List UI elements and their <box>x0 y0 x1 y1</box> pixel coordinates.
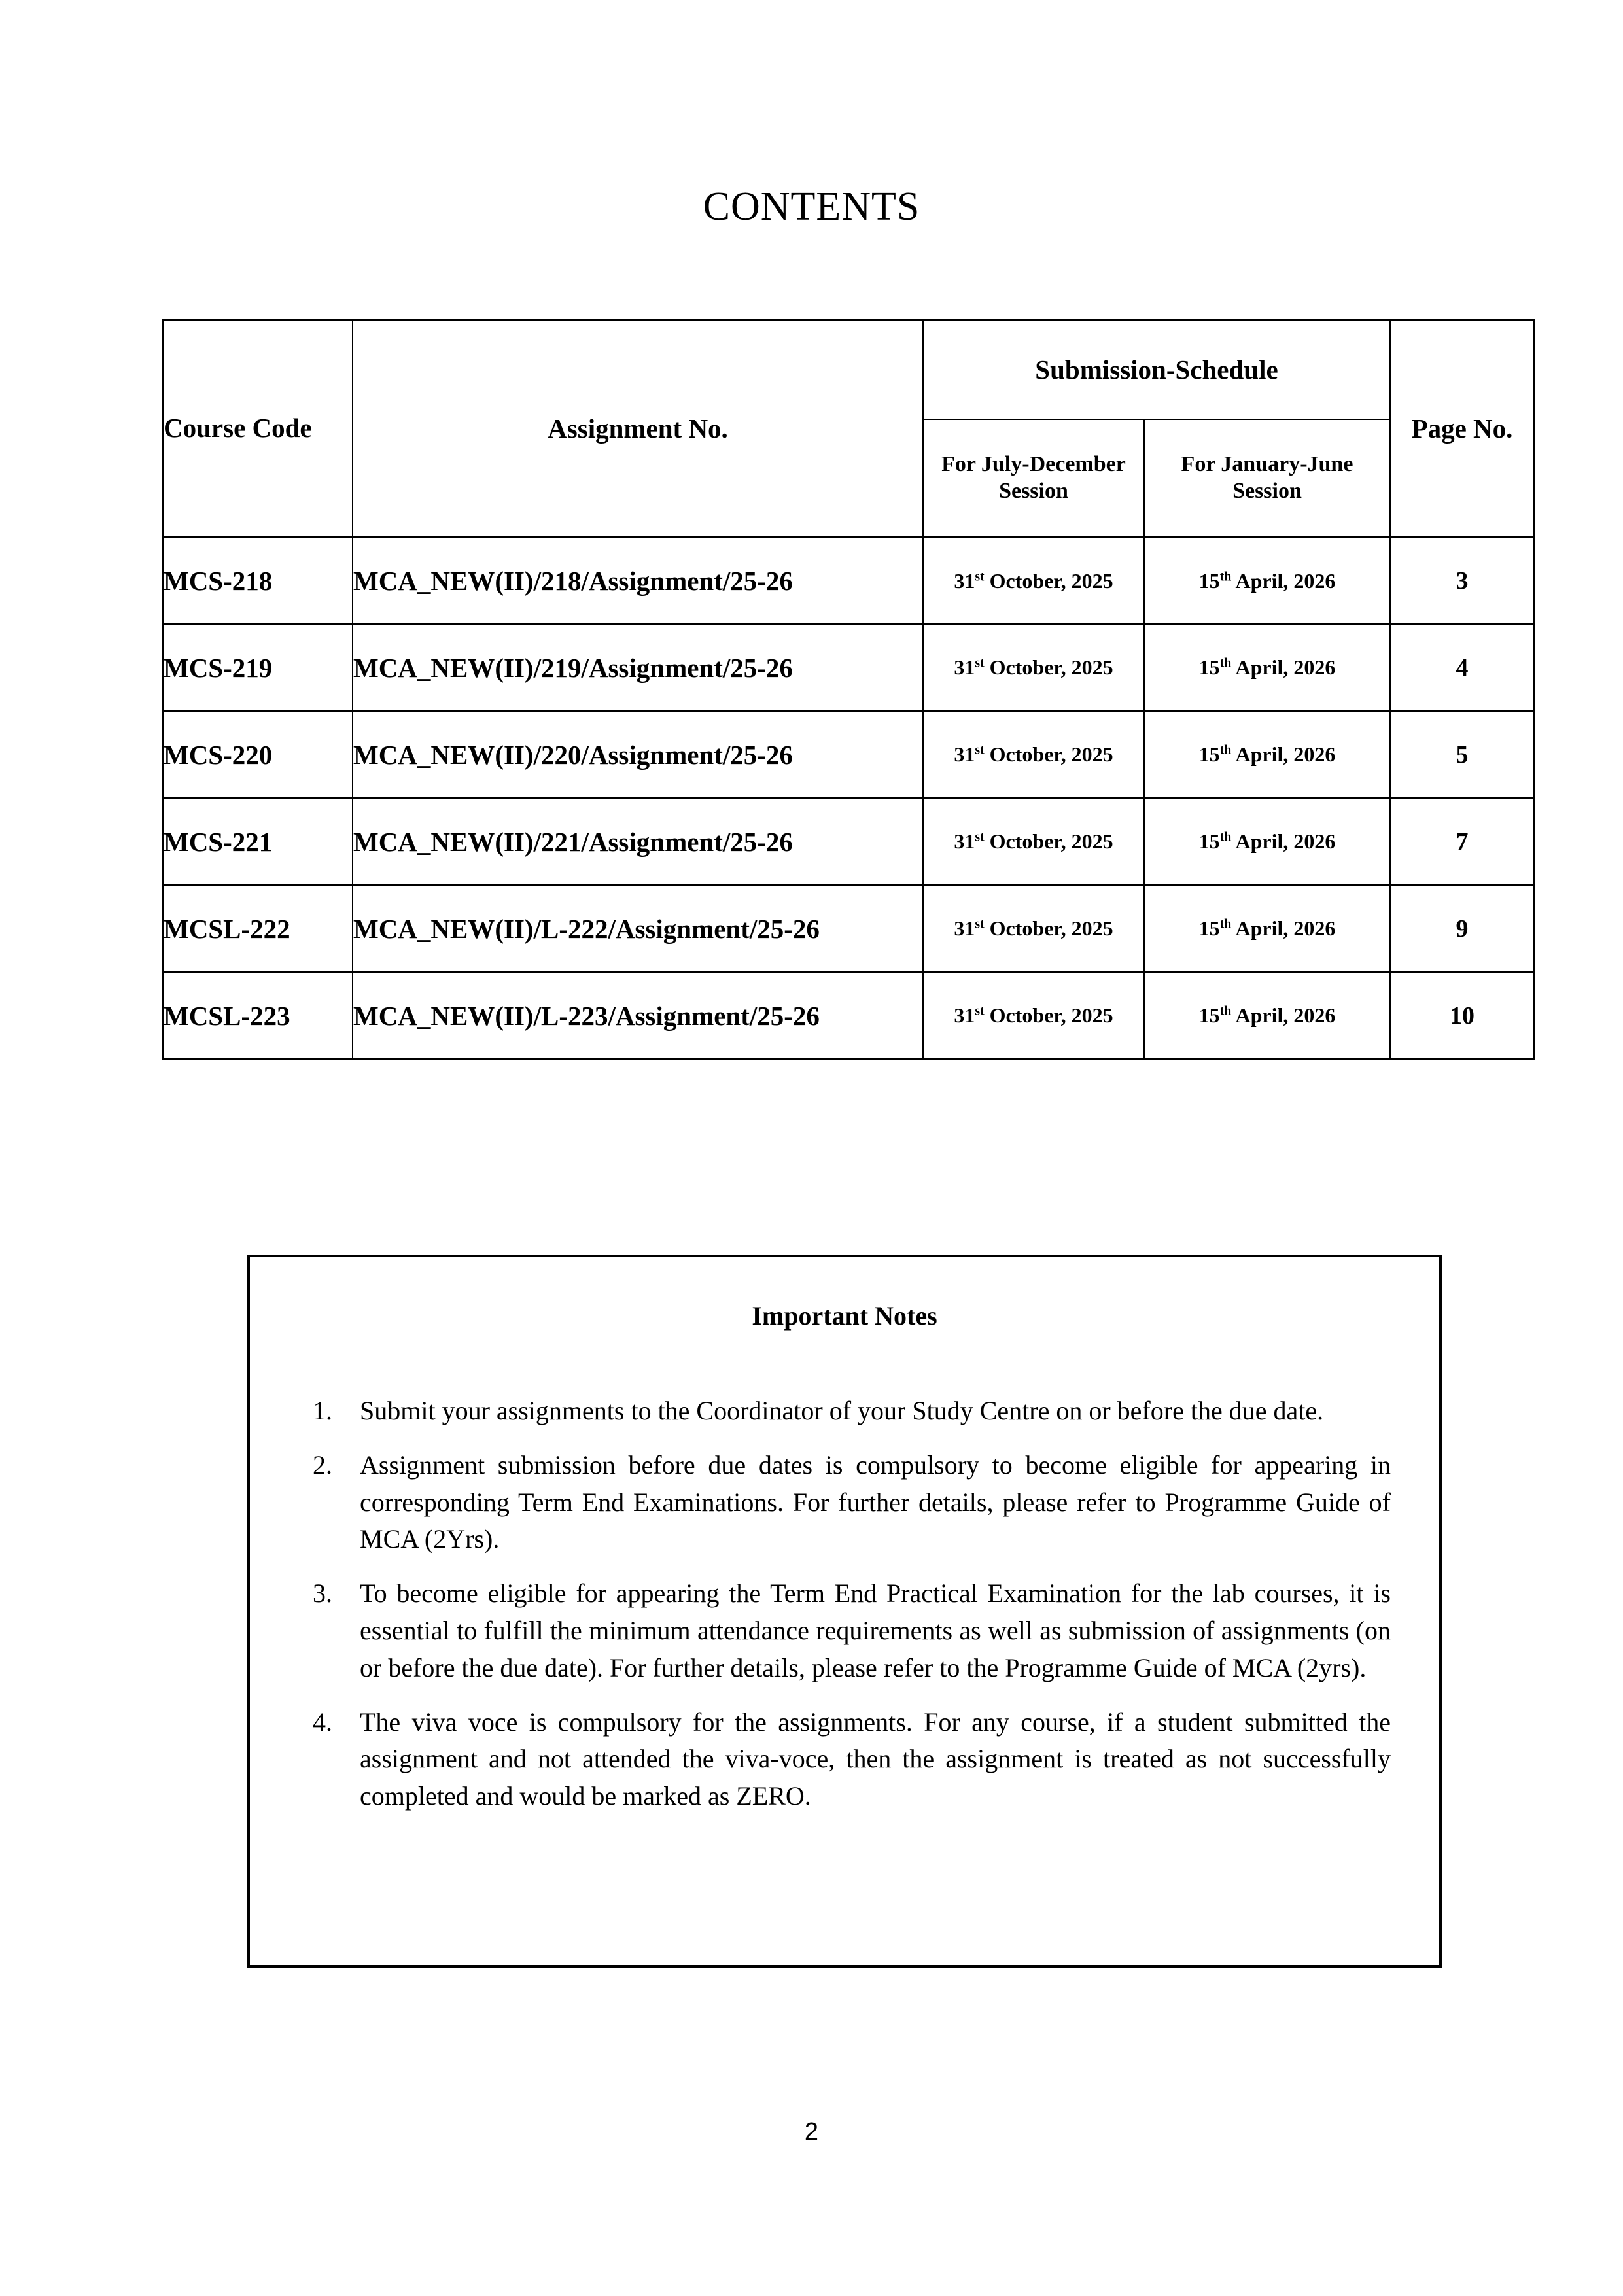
cell-january-june-date <box>1144 537 1390 624</box>
date-rest: October, 2025 <box>984 742 1113 766</box>
table-row <box>163 624 1534 711</box>
cell-july-december-date <box>923 537 1144 624</box>
cell-january-june-date <box>1144 798 1390 885</box>
date-rest: April, 2026 <box>1231 916 1336 940</box>
cell-page-no: 7 <box>1390 798 1534 885</box>
cell-assignment-no: MCA_NEW(II)/220/Assignment/25-26 <box>353 711 923 798</box>
table-row <box>163 972 1534 1059</box>
date-ordinal: st <box>975 829 985 844</box>
cell-assignment-no: MCA_NEW(II)/221/Assignment/25-26 <box>353 798 923 885</box>
important-notes-box <box>247 1255 1442 1968</box>
date-day: 15 <box>1198 655 1220 679</box>
header-submission-schedule: Submission-Schedule <box>923 320 1390 419</box>
date-day: 15 <box>1198 742 1220 766</box>
date-ordinal: th <box>1219 568 1232 583</box>
cell-july-december-date <box>923 798 1144 885</box>
date-rest: April, 2026 <box>1231 655 1336 679</box>
header-course-code: Course Code <box>163 320 353 537</box>
date-rest: October, 2025 <box>984 1003 1113 1027</box>
list-item <box>313 1393 1391 1430</box>
date-ordinal: th <box>1219 742 1232 757</box>
date-day: 31 <box>954 916 975 940</box>
cell-july-december-date <box>923 972 1144 1059</box>
list-item-text: Submit your assignments to the Coordinator of your Study Centre on or before the due date. <box>360 1396 1324 1425</box>
cell-july-december-date <box>923 885 1144 972</box>
cell-january-june-date <box>1144 711 1390 798</box>
date-day: 15 <box>1198 916 1220 940</box>
cell-page-no: 5 <box>1390 711 1534 798</box>
cell-course-code: MCSL-222 <box>163 885 353 972</box>
cell-course-code: MCS-219 <box>163 624 353 711</box>
table-body <box>163 537 1534 1059</box>
page-title: CONTENTS <box>703 184 920 229</box>
cell-assignment-no: MCA_NEW(II)/219/Assignment/25-26 <box>353 624 923 711</box>
list-item <box>313 1575 1391 1686</box>
date-day: 31 <box>954 829 975 853</box>
date-day: 15 <box>1198 568 1220 593</box>
cell-course-code: MCS-218 <box>163 537 353 624</box>
important-notes-title: Important Notes <box>752 1301 937 1331</box>
list-item-number: 1. <box>313 1396 332 1425</box>
date-ordinal: th <box>1219 916 1232 931</box>
date-ordinal: th <box>1219 655 1232 670</box>
cell-assignment-no: MCA_NEW(II)/218/Assignment/25-26 <box>353 537 923 624</box>
cell-january-june-date <box>1144 624 1390 711</box>
date-rest: October, 2025 <box>984 916 1113 940</box>
cell-july-december-date <box>923 624 1144 711</box>
date-ordinal: st <box>975 655 985 670</box>
cell-january-june-date <box>1144 972 1390 1059</box>
table-row <box>163 798 1534 885</box>
cell-assignment-no: MCA_NEW(II)/L-223/Assignment/25-26 <box>353 972 923 1059</box>
cell-assignment-no: MCA_NEW(II)/L-222/Assignment/25-26 <box>353 885 923 972</box>
date-day: 31 <box>954 1003 975 1027</box>
table-header <box>163 320 1534 537</box>
list-item-text: The viva voce is compulsory for the assignments. For any course, if a student submitted the assignment and not attended the viva-voce, then the assignment is treated as not successfully completed and would be marked as ZERO. <box>360 1707 1391 1811</box>
list-item-text: To become eligible for appearing the Term End Practical Examination for the lab courses, it is essential to fulfill the minimum attendance requirements as well as submission of assignments (on or before the due date). For further details, please refer to the Programme Guide of MCA (2yrs). <box>360 1578 1391 1682</box>
list-item-number: 4. <box>313 1707 332 1737</box>
list-item-number: 3. <box>313 1578 332 1609</box>
date-rest: April, 2026 <box>1231 829 1336 853</box>
date-rest: October, 2025 <box>984 568 1113 593</box>
list-item-number: 2. <box>313 1450 332 1480</box>
date-ordinal: st <box>975 742 985 757</box>
table-row <box>163 537 1534 624</box>
cell-page-no: 9 <box>1390 885 1534 972</box>
cell-page-no: 4 <box>1390 624 1534 711</box>
cell-course-code: MCS-221 <box>163 798 353 885</box>
cell-january-june-date <box>1144 885 1390 972</box>
date-day: 31 <box>954 655 975 679</box>
date-rest: October, 2025 <box>984 655 1113 679</box>
footer-page-number: 2 <box>804 2118 819 2146</box>
date-day: 15 <box>1198 1003 1220 1027</box>
cell-course-code: MCSL-223 <box>163 972 353 1059</box>
list-item-text: Assignment submission before due dates is compulsory to become eligible for appearing in corresponding Term End Examinations. For further details, please refer to Programme Guide of MCA (2Yrs). <box>360 1450 1391 1554</box>
header-assignment-no: Assignment No. <box>353 320 923 537</box>
date-ordinal: th <box>1219 1003 1232 1018</box>
table-row <box>163 711 1534 798</box>
list-item <box>313 1704 1391 1815</box>
date-day: 31 <box>954 568 975 593</box>
date-ordinal: st <box>975 568 985 583</box>
table-header-row-primary <box>163 320 1534 419</box>
date-rest: April, 2026 <box>1231 742 1336 766</box>
date-ordinal: st <box>975 916 985 931</box>
cell-july-december-date <box>923 711 1144 798</box>
header-for-january-june: For January-June Session <box>1144 419 1390 537</box>
cell-page-no: 10 <box>1390 972 1534 1059</box>
date-day: 31 <box>954 742 975 766</box>
date-day: 15 <box>1198 829 1220 853</box>
important-notes-list <box>250 1393 1439 1815</box>
contents-table <box>162 319 1535 1060</box>
cell-course-code: MCS-220 <box>163 711 353 798</box>
list-item <box>313 1447 1391 1558</box>
date-ordinal: st <box>975 1003 985 1018</box>
date-rest: April, 2026 <box>1231 1003 1336 1027</box>
header-page-no: Page No. <box>1390 320 1534 537</box>
date-ordinal: th <box>1219 829 1232 844</box>
date-rest: April, 2026 <box>1231 568 1336 593</box>
cell-page-no: 3 <box>1390 537 1534 624</box>
date-rest: October, 2025 <box>984 829 1113 853</box>
header-for-july-december: For July-December Session <box>923 419 1144 537</box>
table-row <box>163 885 1534 972</box>
